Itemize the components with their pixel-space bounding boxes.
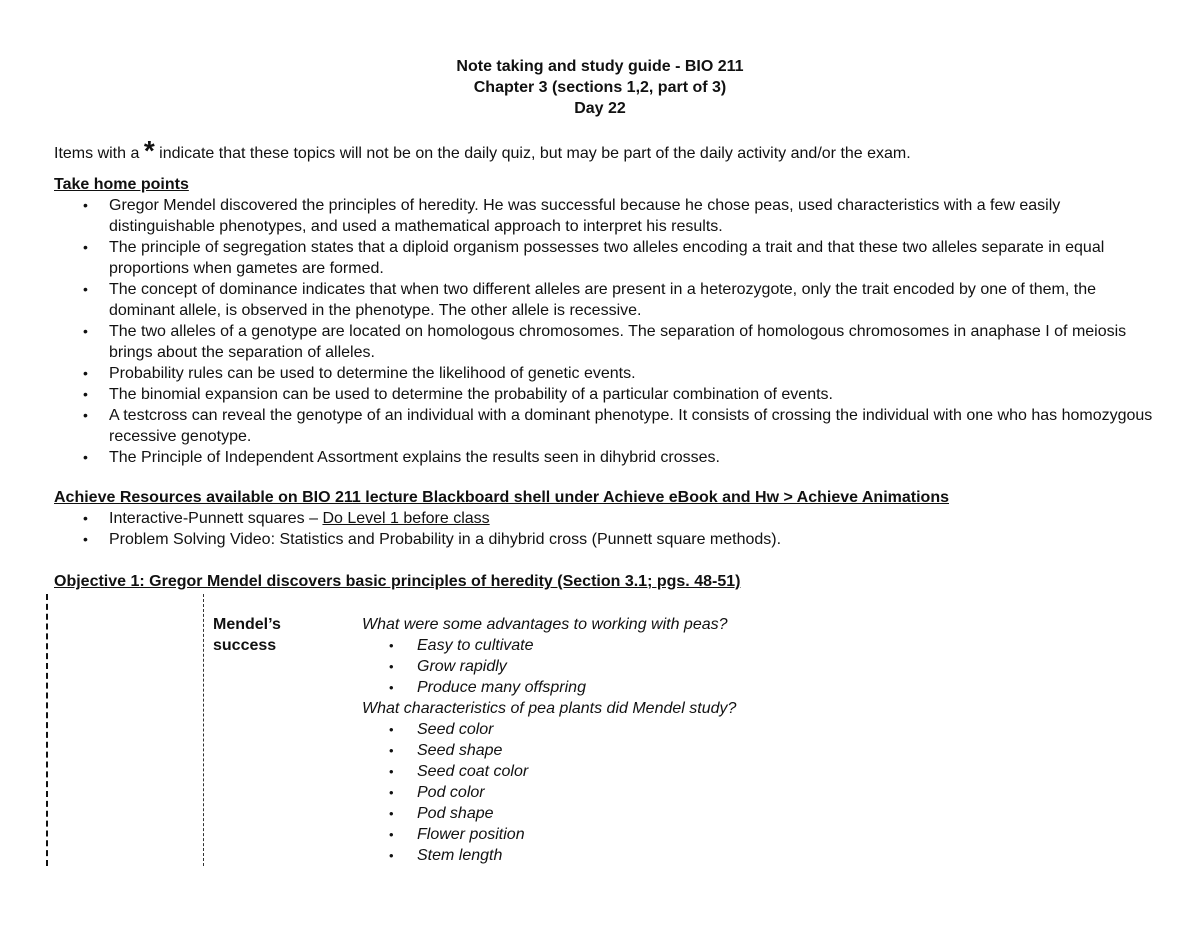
- notes-cell: [362, 614, 736, 866]
- bullet-icon: •: [389, 764, 394, 779]
- bullet-icon: •: [83, 197, 88, 213]
- question-peas: What were some advantages to working with peas?: [362, 616, 728, 633]
- list-item-text: Stem length: [417, 847, 503, 864]
- list-item-text: The Principle of Independent Assortment explains the results seen in dihybrid crosses.: [109, 449, 720, 466]
- resources-title: Achieve Resources available on BIO 211 lecture Blackboard shell under Achieve eBook and Hw > Achieve Animations: [54, 489, 949, 506]
- list-item: [362, 803, 736, 824]
- list-item: [362, 740, 736, 761]
- characteristics-list: [362, 719, 736, 866]
- bullet-icon: •: [389, 722, 394, 737]
- bullet-icon: •: [83, 386, 88, 402]
- take-home-title: Take home points: [54, 176, 189, 193]
- list-item-text: Seed shape: [417, 742, 503, 759]
- list-item: [362, 677, 736, 698]
- list-item: [54, 279, 1164, 321]
- list-item: [54, 405, 1164, 447]
- bullet-icon: •: [389, 827, 394, 842]
- question-characteristics: What characteristics of pea plants did Mendel study?: [362, 700, 737, 717]
- list-item: [362, 782, 736, 803]
- list-item-text: Pod color: [417, 784, 485, 801]
- bullet-icon: •: [389, 743, 394, 758]
- list-item-text: The binomial expansion can be used to determine the probability of a particular combination of events.: [109, 386, 833, 403]
- table-column-divider: [203, 594, 204, 866]
- list-item-text: Pod shape: [417, 805, 494, 822]
- list-item: [54, 447, 1164, 468]
- list-item: [54, 321, 1164, 363]
- list-item-text: Seed color: [417, 721, 494, 738]
- resource-punnett-label: Interactive-Punnett squares –: [109, 510, 323, 527]
- bullet-icon: •: [83, 323, 88, 339]
- cue-cell: [213, 614, 281, 656]
- bullet-icon: •: [83, 510, 88, 526]
- intro-text-before: Items with a: [54, 145, 144, 162]
- list-item: [362, 635, 736, 656]
- list-item: [54, 508, 1164, 529]
- intro-text-after: indicate that these topics will not be on the daily quiz, but may be part of the daily activity and/or the exam.: [154, 145, 911, 162]
- list-item: [54, 195, 1164, 237]
- resource-video-label: Problem Solving Video: Statistics and Probability in a dihybrid cross (Punnett square methods).: [109, 531, 782, 548]
- resource-punnett-link[interactable]: Do Level 1 before class: [322, 510, 490, 527]
- bullet-icon: •: [389, 848, 394, 863]
- bullet-icon: •: [83, 281, 88, 297]
- bullet-icon: •: [389, 785, 394, 800]
- asterisk-icon: *: [143, 135, 155, 166]
- list-item-text: Flower position: [417, 826, 525, 843]
- objective1-title: Objective 1: Gregor Mendel discovers basic principles of heredity (Section 3.1; pgs. 48-51): [54, 573, 741, 590]
- resources-list: [54, 508, 1164, 550]
- list-item-text: The two alleles of a genotype are located on homologous chromosomes. The separation of homologous chromosomes in anaphase I of meiosis brings about the separation of alleles.: [109, 323, 1127, 361]
- list-item: [54, 363, 1164, 384]
- list-item: [362, 761, 736, 782]
- header-day: Day 22: [574, 100, 626, 117]
- bullet-icon: •: [389, 680, 394, 695]
- peas-advantages-list: [362, 635, 736, 698]
- list-item: [362, 656, 736, 677]
- list-item-text: Seed coat color: [417, 763, 529, 780]
- intro-note: [54, 135, 1164, 166]
- list-item-text: The concept of dominance indicates that when two different alleles are present in a heterozygote, only the trait encoded by one of them, the dominant allele, is observed in the phenotype. The other allele is recessive.: [109, 281, 1096, 319]
- list-item: [362, 824, 736, 845]
- cue-text-line1: Mendel’s: [213, 616, 281, 633]
- list-item: [54, 529, 1164, 550]
- list-item-text: Produce many offspring: [417, 679, 586, 696]
- list-item: [362, 719, 736, 740]
- list-item: [54, 384, 1164, 405]
- take-home-section: [54, 174, 1164, 468]
- cue-text-line2: success: [213, 637, 277, 654]
- list-item-text: The principle of segregation states that a diploid organism possesses two alleles encoding a trait and that these two alleles separate in equal proportions when gametes are formed.: [109, 239, 1105, 277]
- cornell-notes-table: [46, 594, 1156, 866]
- bullet-icon: •: [83, 449, 88, 465]
- document-header: [0, 56, 1200, 119]
- bullet-icon: •: [83, 531, 88, 547]
- take-home-list: [54, 195, 1164, 468]
- bullet-icon: •: [83, 365, 88, 381]
- bullet-icon: •: [389, 806, 394, 821]
- objective1-section: [54, 571, 1164, 592]
- bullet-icon: •: [83, 407, 88, 423]
- list-item-text: Probability rules can be used to determine the likelihood of genetic events.: [109, 365, 636, 382]
- header-title: Note taking and study guide - BIO 211: [456, 58, 744, 75]
- list-item-text: A testcross can reveal the genotype of an individual with a dominant phenotype. It consists of crossing the individual with one who has homozygous recessive genotype.: [109, 407, 1153, 445]
- resources-section: [54, 487, 1164, 550]
- bullet-icon: •: [83, 239, 88, 255]
- bullet-icon: •: [389, 638, 394, 653]
- list-item-text: Grow rapidly: [417, 658, 507, 675]
- list-item: [54, 237, 1164, 279]
- header-chapter: Chapter 3 (sections 1,2, part of 3): [473, 79, 727, 96]
- table-left-border: [46, 594, 48, 866]
- bullet-icon: •: [389, 659, 394, 674]
- list-item: [362, 845, 736, 866]
- list-item-text: Gregor Mendel discovered the principles of heredity. He was successful because he chose peas, used characteristics with a few easily distinguishable phenotypes, and used a mathematical approach to interpret his results.: [109, 197, 1061, 235]
- list-item-text: Easy to cultivate: [417, 637, 534, 654]
